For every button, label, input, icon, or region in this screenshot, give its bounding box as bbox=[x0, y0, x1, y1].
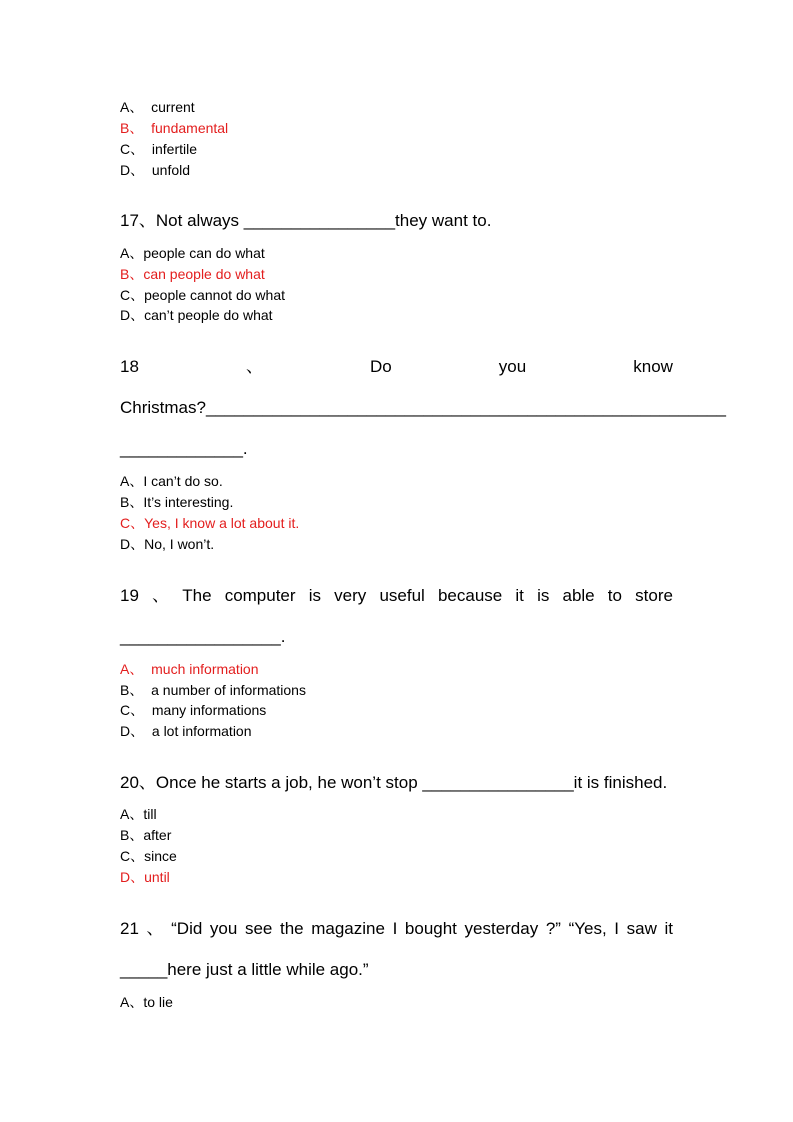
q17-option-a: A、people can do what bbox=[120, 245, 265, 261]
q19-word: able bbox=[562, 586, 595, 605]
q21-word: see bbox=[244, 919, 273, 938]
q19-word: is bbox=[537, 586, 550, 605]
q19-word: because bbox=[437, 586, 503, 605]
q18-stem-line3: _____________. bbox=[120, 439, 248, 458]
q16-option-a: A、 current bbox=[120, 99, 195, 115]
q20-option-b: B、after bbox=[120, 827, 172, 843]
q17-option-b-correct: B、can people do what bbox=[120, 266, 265, 282]
q19-word: is bbox=[308, 586, 321, 605]
q18-word: 、 bbox=[245, 357, 263, 376]
q19-option-d: D、 a lot information bbox=[120, 723, 252, 739]
q21-word: the bbox=[279, 919, 304, 938]
q17-option-d: D、can’t people do what bbox=[120, 307, 273, 323]
q18-stem-line2: Christmas?_______________________________________________________ bbox=[120, 398, 726, 417]
q18-option-c-correct: C、Yes, I know a lot about it. bbox=[120, 515, 300, 531]
q18-option-b: B、It’s interesting. bbox=[120, 494, 234, 510]
q21-word: I bbox=[614, 919, 620, 938]
q19-word: useful bbox=[379, 586, 425, 605]
q21-stem-line1 bbox=[120, 918, 673, 940]
q20-option-c: C、since bbox=[120, 848, 177, 864]
q19-word: to bbox=[607, 586, 622, 605]
q18-word: you bbox=[498, 357, 527, 376]
q18-word: Do bbox=[370, 357, 392, 376]
q19-option-c: C、 many informations bbox=[120, 702, 267, 718]
q21-option-a: A、to lie bbox=[120, 994, 173, 1010]
q19-option-a-correct: A、 much information bbox=[120, 661, 259, 677]
q19-word: store bbox=[635, 586, 673, 605]
q21-word: bought bbox=[404, 919, 457, 938]
q21-word: magazine bbox=[311, 919, 385, 938]
q21-word: it bbox=[664, 919, 673, 938]
q19-word: 、 bbox=[152, 586, 170, 605]
q21-word: “Did bbox=[171, 919, 203, 938]
q21-word: I bbox=[392, 919, 398, 938]
q19-word: very bbox=[334, 586, 367, 605]
q19-option-b: B、 a number of informations bbox=[120, 682, 306, 698]
q21-word: yesterday bbox=[464, 919, 539, 938]
q19-word: The bbox=[182, 586, 212, 605]
q17-stem: 17、Not always ________________they want to. bbox=[120, 211, 492, 230]
q21-word: saw bbox=[626, 919, 657, 938]
q18-word: 18 bbox=[120, 357, 139, 376]
q19-word: it bbox=[515, 586, 524, 605]
q19-word: 19 bbox=[120, 586, 139, 605]
q20-stem: 20、Once he starts a job, he won’t stop ________________it is finished. bbox=[120, 773, 668, 792]
q20-option-a: A、till bbox=[120, 806, 157, 822]
q18-option-d: D、No, I won’t. bbox=[120, 536, 215, 552]
q21-word: “Yes, bbox=[568, 919, 607, 938]
q16-option-b-correct: B、 fundamental bbox=[120, 120, 229, 136]
q21-word: 、 bbox=[146, 919, 164, 938]
q21-word: ?” bbox=[545, 919, 561, 938]
q21-word: 21 bbox=[120, 919, 139, 938]
q16-option-d: D、 unfold bbox=[120, 162, 191, 178]
q16-option-c: C、 infertile bbox=[120, 141, 198, 157]
q19-word: computer bbox=[224, 586, 296, 605]
q21-word: you bbox=[209, 919, 238, 938]
q19-stem-line1 bbox=[120, 585, 673, 607]
q20-option-d-correct: D、until bbox=[120, 869, 170, 885]
q18-option-a: A、I can’t do so. bbox=[120, 473, 223, 489]
q18-stem-line1 bbox=[120, 356, 673, 378]
q17-option-c: C、people cannot do what bbox=[120, 287, 285, 303]
q18-word: know bbox=[633, 357, 673, 376]
q19-stem-line2: _________________. bbox=[120, 627, 286, 646]
q21-stem-line2: _____here just a little while ago.” bbox=[120, 960, 369, 979]
